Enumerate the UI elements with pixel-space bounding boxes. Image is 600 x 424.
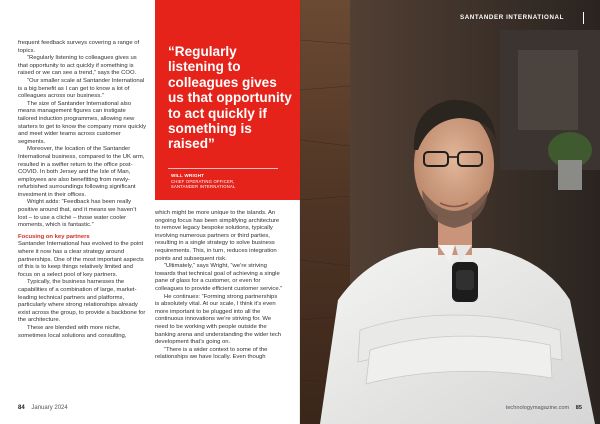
paragraph: Wright adds: “Feedback has been really positive around that, and it means we haven’t lost – to use a cliché – those water cooler moments, which is fantastic.” xyxy=(18,199,137,229)
running-header: SANTANDER INTERNATIONAL xyxy=(460,14,564,21)
portrait-photo xyxy=(300,0,600,424)
paragraph: which might be more unique to the islands. An ongoing focus has been simplifying architecture to remove legacy bespoke solutions, typically involving numerous partners or third parties, resulting in a single strategy to solve business requirements. This, in turn, reduces integration points and subsequent risk. xyxy=(155,210,280,262)
pull-quote-name: WILL WRIGHT xyxy=(171,173,205,178)
pull-quote-divider xyxy=(168,168,278,169)
pull-quote-title xyxy=(171,179,235,190)
pull-quote-title-line: SANTANDER INTERNATIONAL xyxy=(171,184,236,190)
paragraph: frequent feedback surveys covering a range of topics. xyxy=(18,40,140,54)
page-number-left: 84 xyxy=(18,405,25,411)
site-url: technologymagazine.com xyxy=(505,405,570,411)
pull-quote-title-line: CHIEF OPERATING OFFICER, xyxy=(171,179,235,184)
footer-left xyxy=(18,405,68,411)
header-rule xyxy=(583,12,584,24)
paragraph: Moreover, the location of the Santander International business, compared to the UK arm, resulted in a swifter return to the office post-COVID. In both Jersey and the Isle of Man, employees are also benefitting from newly-refurbished surroundings following significant investment in their offices. xyxy=(18,146,145,198)
paragraph: “Our smaller scale at Santander International is a big benefit as I can get to know a lot of colleagues across our business.” xyxy=(18,77,145,100)
paragraph: Santander International has evolved to the point where it now has a clear strategy around partnerships. One of the most important aspects of this is to keep things relatively limited and focus on a select pool of key partners. xyxy=(18,241,144,278)
paragraph: These are blended with more niche, sometimes local solutions and consulting, xyxy=(18,324,127,339)
footer-right xyxy=(506,405,582,411)
paragraph: “Regularly listening to colleagues gives us that opportunity to act quickly if something is raised or we can see a trend,” says the COO. xyxy=(18,55,137,77)
portrait-illustration xyxy=(300,0,600,424)
paragraph: “Ultimately,” says Wright, “we’re striving towards that technical goal of achieving a single pane of glass for a customer, or even for colleagues to provide efficient customer service.” xyxy=(155,263,283,292)
article-column-1 xyxy=(18,40,146,340)
pull-quote: “Regularly listening to colleagues gives us that opportunity to act quickly if something is raised” xyxy=(168,44,292,152)
paragraph: The size of Santander International also means management figures can instigate tailored induction programmes, allowing new starters to get to know the company more quickly and meet wider teams across customer segments. xyxy=(18,100,147,145)
page-number-right: 85 xyxy=(575,405,582,411)
paragraph: He continues: “Forming strong partnerships is absolutely vital. At our scale, I think it’s even more important to be plugged into all the continuous innovations we’re striving for. We need to be working with people outside the banking arena and understanding the wider tech development that’s going on. xyxy=(155,293,282,346)
issue-date: January 2024 xyxy=(31,405,68,411)
paragraph: Typically, the business harnesses the capabilities of a combination of large, market-leading technical partners and platforms, particularly where strong relationships already exist across the group, to provide a backbone for the architecture. xyxy=(18,279,146,324)
article-column-2 xyxy=(155,210,283,362)
subheading: Focusing on key partners xyxy=(18,233,90,240)
paragraph: “There is a wider context to some of the relationships we have locally. Even though xyxy=(155,346,268,361)
